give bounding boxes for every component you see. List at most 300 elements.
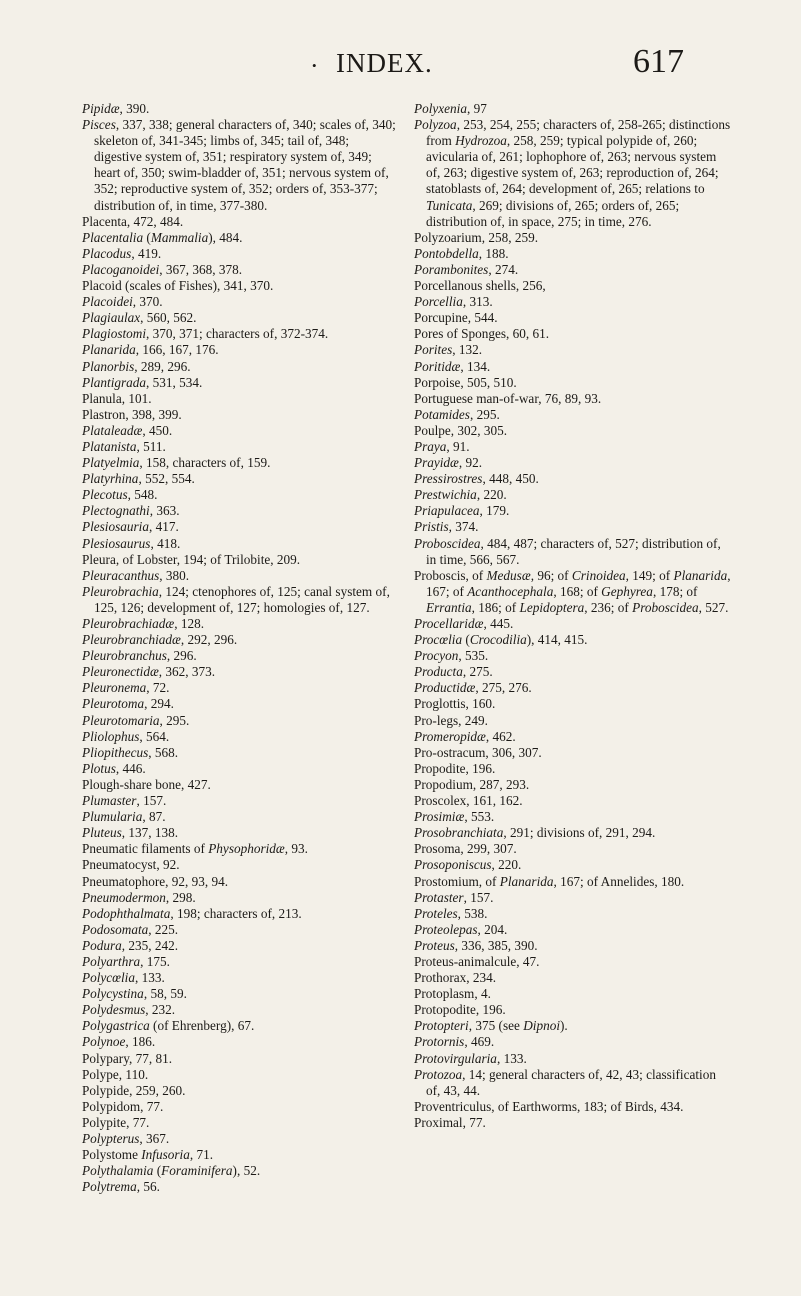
- index-text: Proscolex, 161, 162.: [414, 793, 523, 809]
- index-text: , 149; of: [625, 567, 674, 583]
- index-text: Propodite, 196.: [414, 760, 496, 776]
- index-text: Placoid (scales of Fishes), 341, 370.: [82, 278, 274, 294]
- index-entry: [414, 761, 732, 777]
- index-term: Pliolophus: [82, 728, 140, 744]
- page-number: 617: [633, 43, 684, 80]
- index-text: Polyzoarium, 258, 259.: [414, 229, 539, 245]
- index-entry: [414, 1018, 732, 1034]
- index-entry: [414, 616, 732, 632]
- index-entry: [414, 777, 732, 793]
- index-term: Polycœlia: [82, 970, 135, 986]
- index-entry: [82, 375, 400, 391]
- index-term: Producta: [414, 664, 463, 680]
- index-term: Plagiostomi: [82, 326, 147, 342]
- index-text: , 132.: [452, 342, 483, 358]
- index-text: Proboscis, of: [414, 567, 487, 583]
- index-term: Protozoa: [414, 1066, 463, 1082]
- index-text: Plastron, 398, 399.: [82, 406, 182, 422]
- index-entry: [82, 729, 400, 745]
- index-term: Gephyrea: [601, 583, 653, 599]
- index-text: ), 414, 415.: [526, 632, 588, 648]
- index-entry: [414, 793, 732, 809]
- index-entry: [82, 407, 400, 423]
- index-term: Proboscidea: [414, 535, 481, 551]
- index-entry: [414, 713, 732, 729]
- index-term: Prosobranchiata: [414, 825, 504, 841]
- index-term: Productidæ: [414, 680, 476, 696]
- index-entry: [82, 536, 400, 552]
- index-text: , 289, 296.: [134, 358, 191, 374]
- index-entry: [414, 696, 732, 712]
- index-term: Pisces: [82, 117, 116, 133]
- index-entry: [82, 664, 400, 680]
- index-text: , 14; general characters of, 42, 43; classification of, 43, 44.: [426, 1066, 716, 1098]
- index-term: Plumaster: [82, 793, 137, 809]
- index-entry: [82, 841, 400, 857]
- index-term: Pleuronectidæ: [82, 664, 159, 680]
- index-entry: [82, 568, 400, 584]
- index-term: Pressirostres: [414, 471, 483, 487]
- index-text: Placenta, 472, 484.: [82, 213, 184, 229]
- index-entry: [82, 793, 400, 809]
- index-term: Plecotus: [82, 487, 128, 503]
- index-text: , 291; divisions of, 291, 294.: [503, 825, 656, 841]
- index-term: Pipidæ: [82, 101, 120, 116]
- index-term: Hydrozoa: [455, 133, 507, 149]
- index-text: , 568.: [148, 744, 179, 760]
- page-title: INDEX.: [336, 48, 433, 78]
- index-entry: [414, 407, 732, 423]
- index-term: Polythalamia: [82, 1163, 154, 1179]
- index-entry: [82, 471, 400, 487]
- index-entry: [414, 922, 732, 938]
- index-text: , 538.: [457, 905, 488, 921]
- index-entry: [82, 938, 400, 954]
- index-text: Poulpe, 302, 305.: [414, 422, 508, 438]
- index-text: , 137, 138.: [121, 825, 179, 841]
- index-entry: [82, 713, 400, 729]
- index-term: Pleurobrachiadæ: [82, 616, 175, 631]
- index-term: Placodus: [82, 245, 132, 261]
- index-text: , 167; of Annelides, 180.: [553, 873, 685, 889]
- index-term: Pluteus: [82, 825, 122, 841]
- index-entry: [414, 568, 732, 616]
- index-term: Pleuronema: [82, 680, 147, 696]
- index-term: Planorbis: [82, 358, 135, 374]
- index-text: (: [462, 632, 470, 648]
- index-text: Prosoma, 299, 307.: [414, 841, 517, 857]
- index-term: Protaster: [414, 889, 464, 905]
- index-text: Proventriculus, of Earthworms, 183; of Birds, 434.: [414, 1098, 684, 1114]
- index-term: Promeropidæ: [414, 728, 486, 744]
- index-term: Foraminifera: [161, 1163, 233, 1179]
- index-term: Potamides: [414, 406, 470, 422]
- index-entry: [82, 439, 400, 455]
- index-entry: [414, 680, 732, 696]
- index-text: , 220.: [491, 857, 522, 873]
- index-text: ), 484.: [208, 229, 243, 245]
- index-entry: [414, 1051, 732, 1067]
- index-term: Polydesmus: [82, 1002, 146, 1018]
- index-term: Plectognathi: [82, 503, 150, 519]
- index-entry: [414, 729, 732, 745]
- index-term: Mammalia: [150, 229, 209, 245]
- index-entry: [82, 680, 400, 696]
- index-entry: [82, 809, 400, 825]
- index-text: Pores of Sponges, 60, 61.: [414, 326, 550, 342]
- index-text: , 158, characters of, 159.: [139, 455, 271, 471]
- index-term: Lepidoptera: [519, 599, 585, 615]
- index-entry: [414, 857, 732, 873]
- index-entry: [414, 1099, 732, 1115]
- index-entry: [414, 487, 732, 503]
- index-text: , 93.: [284, 841, 308, 857]
- index-entry: [82, 1131, 400, 1147]
- index-text: , 236; of: [584, 599, 633, 615]
- index-text: , 564.: [139, 728, 170, 744]
- index-entry: [414, 841, 732, 857]
- index-text: Polypidom, 77.: [82, 1098, 164, 1114]
- index-entry: [82, 696, 400, 712]
- header-bullet: •: [312, 58, 317, 73]
- index-term: Prestwichia: [414, 487, 477, 503]
- index-text: Polype, 110.: [82, 1066, 149, 1082]
- index-entry: [414, 938, 732, 954]
- index-entry: [82, 1163, 400, 1179]
- index-entry: [82, 954, 400, 970]
- index-entry: [82, 503, 400, 519]
- index-text: , 133.: [135, 970, 165, 986]
- index-term: Platanista: [82, 438, 137, 454]
- index-term: Protovirgularia: [414, 1050, 497, 1066]
- index-term: Procyon: [414, 648, 459, 664]
- index-term: Pleurotoma: [82, 696, 145, 712]
- index-text: , 166, 167, 176.: [135, 342, 219, 358]
- index-term: Pristis: [414, 519, 449, 535]
- index-term: Pleurobrachia: [82, 583, 159, 599]
- index-entry: [414, 246, 732, 262]
- index-text: , 527.: [698, 599, 729, 615]
- index-text: Pro-legs, 249.: [414, 712, 488, 728]
- index-term: Placentalia: [82, 229, 144, 245]
- index-text: , 96; of: [530, 567, 572, 583]
- index-term: Infusoria: [141, 1147, 190, 1163]
- index-entry: [82, 1018, 400, 1034]
- index-term: Dipnoi: [523, 1018, 560, 1034]
- index-text: , 269; divisions of, 265; orders of, 265; distribution of, in space, 275; in time, 276.: [426, 197, 680, 229]
- index-text: , 220.: [476, 487, 507, 503]
- index-entry: [82, 230, 400, 246]
- index-text: , 124; ctenophores of, 125; canal system of, 125, 126; development of, 127; homologies of, 127.: [94, 583, 390, 615]
- index-text: , 362, 373.: [158, 664, 216, 680]
- index-term: Porambonites: [414, 261, 489, 277]
- index-entry: [414, 342, 732, 358]
- index-entry: [414, 906, 732, 922]
- index-text: Propodium, 287, 293.: [414, 776, 530, 792]
- index-term: Proboscidea: [632, 599, 699, 615]
- index-text: , 133.: [496, 1050, 527, 1066]
- index-text: , 462.: [485, 728, 516, 744]
- index-text: Prothorax, 234.: [414, 970, 497, 986]
- index-term: Polygastrica: [82, 1018, 150, 1034]
- index-text: , 535.: [458, 648, 489, 664]
- index-text: , 298.: [165, 889, 196, 905]
- index-term: Polyarthra: [82, 953, 141, 969]
- index-term: Medusæ: [486, 567, 531, 583]
- index-text: Polypary, 77, 81.: [82, 1050, 173, 1066]
- index-entry: [414, 455, 732, 471]
- index-term: Planarida: [499, 873, 554, 889]
- index-entry: [414, 890, 732, 906]
- index-text: , 204.: [477, 921, 508, 937]
- index-text: , 367.: [139, 1131, 170, 1146]
- index-term: Poritidæ: [414, 358, 461, 374]
- index-text: , 71.: [189, 1147, 214, 1163]
- index-text: Protoplasm, 4.: [414, 986, 491, 1002]
- index-entry: [414, 745, 732, 761]
- index-text: , 72.: [146, 680, 170, 696]
- index-text: , 548.: [127, 487, 158, 503]
- index-term: Polytrema: [82, 1179, 137, 1195]
- index-term: Platyelmia: [82, 455, 140, 471]
- index-text: , 294.: [144, 696, 174, 712]
- index-term: Polycystina: [82, 986, 144, 1002]
- index-entry: [414, 1034, 732, 1050]
- index-text: Plough-share bone, 427.: [82, 776, 211, 792]
- index-entry: [82, 101, 400, 117]
- index-entry: [82, 552, 400, 568]
- index-term: Prayidæ: [414, 455, 459, 471]
- index-text: , 560, 562.: [140, 310, 197, 326]
- index-text: , 295.: [469, 406, 500, 422]
- index-text: , 58, 59.: [143, 986, 187, 1002]
- index-term: Plumularia: [82, 809, 143, 825]
- index-entry: [82, 986, 400, 1002]
- index-entry: [82, 890, 400, 906]
- index-text: , 198; characters of, 213.: [170, 905, 302, 921]
- index-text: , 531, 534.: [146, 374, 203, 390]
- index-entry: [414, 503, 732, 519]
- index-entry: [82, 1179, 400, 1195]
- index-term: Praya: [414, 438, 447, 454]
- index-text: , 417.: [149, 519, 179, 535]
- index-entry: [414, 1115, 732, 1131]
- index-term: Platyrhina: [82, 471, 139, 487]
- index-text: Portuguese man-of-war, 76, 89, 93.: [414, 390, 602, 406]
- index-text: Pleura, of Lobster, 194; of Trilobite, 209.: [82, 551, 301, 567]
- index-term: Protopteri: [414, 1018, 469, 1034]
- index-text: , 179.: [479, 503, 510, 519]
- index-text: (: [153, 1163, 162, 1179]
- index-term: Polyzoa: [414, 117, 457, 133]
- index-entry: [82, 246, 400, 262]
- index-entry: [82, 423, 400, 439]
- index-term: Crinoidea: [571, 567, 626, 583]
- index-term: Proteolepas: [414, 921, 478, 937]
- index-term: Porcellia: [414, 294, 463, 310]
- index-entry: [82, 214, 400, 230]
- index-text: ).: [560, 1018, 568, 1034]
- index-text: , 235, 242.: [121, 937, 179, 953]
- index-term: Plagiaulax: [82, 310, 141, 326]
- index-text: , 157.: [463, 889, 494, 905]
- index-term: Proteles: [414, 905, 458, 921]
- index-entry: [414, 536, 732, 568]
- index-text: , 367, 368, 378.: [159, 261, 243, 277]
- index-entry: [82, 584, 400, 616]
- index-text: , 167; of: [426, 567, 731, 599]
- index-text: , 186.: [125, 1034, 156, 1050]
- index-text: , 97: [466, 101, 487, 116]
- index-term: Podura: [82, 937, 122, 953]
- index-text: , 313.: [462, 294, 493, 310]
- index-entry: [82, 1067, 400, 1083]
- index-entry: [414, 825, 732, 841]
- index-term: Procœlia: [414, 632, 463, 648]
- index-entry: [414, 664, 732, 680]
- index-text: , 253, 254, 255; characters of, 258-265; distinctions from: [426, 117, 731, 149]
- index-text: , 446.: [115, 760, 146, 776]
- index-entry: [82, 857, 400, 873]
- index-text: , 484, 487; characters of, 527; distribution of, in time, 566, 567.: [426, 535, 721, 567]
- index-text: , 337, 338; general characters of, 340; scales of, 340; skeleton of, 341-345; limbs of, 345; tail of, 348; digestive system of, 351; respiratory system of, 349; heart of, 350; swim-bladder of, 351; nervous system of, 352; reproductive system of, 352; orders of, 353-377; distribution of, in time, 377-380.: [94, 117, 396, 213]
- index-entry: [82, 1099, 400, 1115]
- index-term: Podosomata: [82, 921, 149, 937]
- index-text: , 390.: [119, 101, 150, 116]
- index-entry: [414, 970, 732, 986]
- index-entry: [82, 648, 400, 664]
- page-header: [0, 40, 801, 86]
- index-term: Proteus: [414, 937, 455, 953]
- index-text: (: [143, 229, 151, 245]
- index-text: , 419.: [131, 245, 162, 261]
- index-text: Proximal, 77.: [414, 1114, 486, 1130]
- index-text: , 56.: [136, 1179, 160, 1195]
- index-text: , 232.: [145, 1002, 176, 1018]
- index-term: Plantigrada: [82, 374, 147, 390]
- index-text: , 186; of: [471, 599, 520, 615]
- index-entry: [414, 391, 732, 407]
- index-text: , 511.: [136, 438, 166, 454]
- index-entry: [414, 326, 732, 342]
- index-entry: [414, 423, 732, 439]
- index-entry: [414, 439, 732, 455]
- index-entry: [414, 471, 732, 487]
- index-term: Pleurobranchus: [82, 648, 167, 664]
- index-text: , 178; of: [652, 583, 698, 599]
- index-entry: [414, 278, 732, 294]
- index-entry: [414, 954, 732, 970]
- index-term: Prosimiæ: [414, 809, 465, 825]
- index-text: , 275, 276.: [475, 680, 532, 696]
- index-entry: [414, 262, 732, 278]
- index-entry: [82, 326, 400, 342]
- index-entry: [82, 391, 400, 407]
- index-text: , 275.: [462, 664, 493, 680]
- index-text: , 295.: [159, 712, 190, 728]
- index-term: Crocodilia: [469, 632, 527, 648]
- index-text: , 363.: [149, 503, 180, 519]
- index-term: Acanthocephala: [467, 583, 554, 599]
- index-text: , 134.: [460, 358, 491, 374]
- index-text: , 296.: [166, 648, 197, 664]
- index-text: Porpoise, 505, 510.: [414, 374, 517, 390]
- index-term: Planarida: [82, 342, 136, 358]
- index-text: , 469.: [464, 1034, 495, 1050]
- index-entry: [414, 101, 732, 117]
- index-entry: [82, 825, 400, 841]
- index-entry: [82, 777, 400, 793]
- index-term: Polyxenia: [414, 101, 467, 116]
- index-text: Porcupine, 544.: [414, 310, 498, 326]
- index-entry: [82, 922, 400, 938]
- index-term: Pliopithecus: [82, 744, 149, 760]
- index-entry: [414, 1002, 732, 1018]
- index-entry: [82, 906, 400, 922]
- index-term: Plesiosaurus: [82, 535, 151, 551]
- index-entry: [82, 294, 400, 310]
- index-text: , 374.: [448, 519, 479, 535]
- index-text: , 274.: [488, 261, 519, 277]
- index-text: , 552, 554.: [138, 471, 195, 487]
- index-term: Priapulacea: [414, 503, 480, 519]
- index-text: Planula, 101.: [82, 390, 152, 406]
- index-term: Polypterus: [82, 1131, 140, 1146]
- index-entry: [414, 986, 732, 1002]
- index-term: Plesiosauria: [82, 519, 149, 535]
- index-entry: [82, 310, 400, 326]
- index-text: , 553.: [464, 809, 495, 825]
- index-entry: [82, 632, 400, 648]
- index-entry: [82, 278, 400, 294]
- index-text: Proteus-animalcule, 47.: [414, 953, 540, 969]
- index-entry: [82, 1002, 400, 1018]
- index-term: Pontobdella: [414, 245, 479, 261]
- index-text: , 157.: [136, 793, 167, 809]
- index-term: Porites: [414, 342, 453, 358]
- index-entry: [82, 761, 400, 777]
- index-term: Protornis: [414, 1034, 465, 1050]
- index-entry: [82, 1083, 400, 1099]
- index-term: Placoidei: [82, 294, 133, 310]
- index-column-left: [82, 101, 400, 1195]
- index-term: Pleurotomaria: [82, 712, 160, 728]
- index-text: , 370.: [132, 294, 163, 310]
- index-entry: [82, 455, 400, 471]
- index-text: , 336, 385, 390.: [454, 937, 538, 953]
- index-entry: [82, 342, 400, 358]
- index-text: Prostomium, of: [414, 873, 500, 889]
- index-entry: [414, 230, 732, 246]
- index-text: Pro-ostracum, 306, 307.: [414, 744, 542, 760]
- index-entry: [82, 262, 400, 278]
- index-entry: [82, 1051, 400, 1067]
- index-term: Pleuracanthus: [82, 567, 160, 583]
- index-entry: [82, 1115, 400, 1131]
- index-text: , 92.: [458, 455, 483, 471]
- index-term: Errantia: [426, 599, 472, 615]
- index-text: Polypite, 77.: [82, 1114, 150, 1130]
- index-entry: [82, 1034, 400, 1050]
- index-text: , 445.: [483, 616, 514, 631]
- index-entry: [414, 310, 732, 326]
- index-term: Pneumodermon: [82, 889, 166, 905]
- index-term: Plataleadæ: [82, 422, 143, 438]
- index-entry: [414, 648, 732, 664]
- index-entry: [82, 519, 400, 535]
- index-text: , 87.: [142, 809, 166, 825]
- index-entry: [82, 359, 400, 375]
